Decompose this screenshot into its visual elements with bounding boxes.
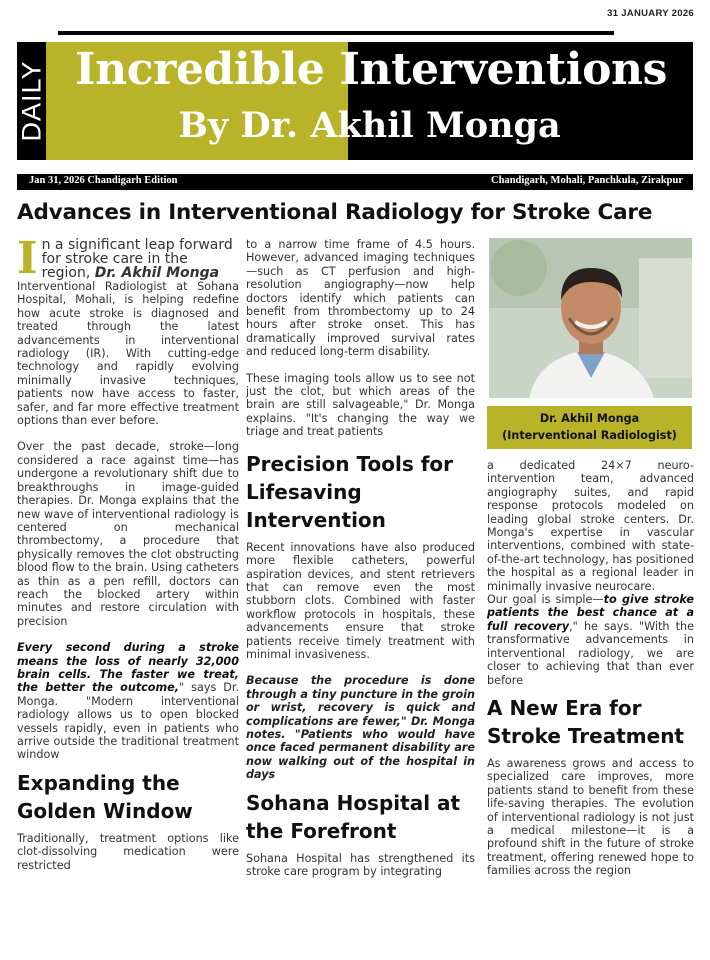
article-headline: Advances in Interventional Radiology for Stroke Care <box>17 200 653 225</box>
masthead-title: Incredible Interventions <box>75 44 667 95</box>
section-heading: Sohana Hospital at the Forefront <box>246 790 461 843</box>
photo-caption <box>487 406 692 449</box>
page-date: 31 JANUARY 2026 <box>607 8 694 19</box>
article-column-1 <box>17 233 239 872</box>
top-rule <box>58 31 614 35</box>
paragraph: to a narrow time frame of 4.5 hours. However, advanced imaging techniques—such as CT perfusion and high-resolution angiography—now help doctors identify which patients can benefit from thrombectomy up to 24 hours after stroke onset. This has dramatically improved survival rates and reduced long-term disability. <box>246 238 475 359</box>
edition-date: Jan 31, 2026 Chandigarh Edition <box>29 175 178 186</box>
section-heading: Precision Tools for Lifesaving Intervention <box>246 451 453 532</box>
paragraph: Traditionally, treatment options like clot-dissolving medication were restricted <box>17 831 239 872</box>
paragraph: Our goal is simple—to give stroke patients the best chance at a full recovery," he says. "With the transformative advancements in interventional radiology, we are closer to achieving that than ever before <box>487 593 694 687</box>
masthead-subtitle: By Dr. Akhil Monga <box>178 105 561 146</box>
caption-role: (Interventional Radiologist) <box>502 429 677 442</box>
paragraph: Sohana Hospital has strengthened its stroke care program by integrating <box>246 851 475 878</box>
edition-regions: Chandigarh, Mohali, Panchkula, Zirakpur <box>491 175 683 186</box>
section-heading: A New Era for Stroke Treatment <box>487 695 684 748</box>
pull-quote: Every second during a stroke means the loss of nearly 32,000 brain cells. The faster we treat, the better the outcome," says Dr. Monga. "Modern interventional radiology allows us to open blocked vessels rapidly, even in patients who arrive outside the traditional treatment window <box>17 641 239 762</box>
paragraph: Recent innovations have also produced more flexible catheters, powerful aspiration devices, and stent retrievers that can remove even the most stubborn clots. Combined with faster workflow protocols in hospitals, these advancements ensure that stroke patients receive timely treatment with minimal invasiveness. <box>246 540 475 661</box>
doctor-portrait-image <box>489 238 692 398</box>
paragraph: Over the past decade, stroke—long considered a race against time—has undergone a revolutionary shift due to breakthroughs in image-guided therapies. Dr. Monga explains that the new wave of interventional radiology is centered on mechanical thrombectomy, a procedure that physically removes the clot obstructing blood flow to the brain. Using catheters as thin as a pen refill, doctors can reach the blocked artery within minutes and restore circulation with precision <box>17 440 239 628</box>
portrait-illustration <box>489 238 692 398</box>
author-name: Dr. Akhil Monga <box>94 265 220 281</box>
paragraph: a dedicated 24×7 neuro-intervention team, advanced angiography suites, and rapid response protocols modeled on leading global stroke centers. Dr. Monga's expertise in vascular interventions, combined with state-of-the-art technology, has positioned the hospital as a regional leader in minimally invasive neurocare. <box>487 459 694 593</box>
masthead <box>17 42 693 160</box>
pull-quote: Because the procedure is done through a tiny puncture in the groin or wrist, recovery is quick and complications are fewer," Dr. Monga notes. "Patients who would have once faced permanent disability are now walking out of the hospital in days <box>246 674 475 782</box>
paragraph: These imaging tools allow us to see not just the clot, but which areas of the brain are still salvageable," Dr. Monga explains. "It's changing the way we triage and treat patients <box>246 371 475 439</box>
article-lead: In a significant leap forward for stroke care in the region, Dr. Akhil Monga <box>17 233 233 284</box>
paragraph: Interventional Radiologist at Sohana Hospital, Mohali, is helping redefine how acute stroke is diagnosed and treated through the latest advancements in interventional radiology (IR). With cutting-edge technology and rapidly evolving minimally invasive techniques, patients now have access to faster, safer, and far more effective treatment options than ever before. <box>17 280 239 428</box>
article-column-3 <box>487 238 694 878</box>
paragraph: As awareness grows and access to specialized care improves, more patients stand to benefit from these life-saving therapies. The evolution of interventional radiology is not just a medical milestone—it is a profound shift in the future of stroke treatment, offering renewed hope to families across the region <box>487 756 694 878</box>
article-column-2 <box>246 238 475 878</box>
masthead-daily-label: DAILY <box>16 60 46 142</box>
edition-bar <box>17 174 693 190</box>
section-heading: Expanding the Golden Window <box>17 770 193 823</box>
dropcap: I <box>17 233 38 284</box>
caption-name: Dr. Akhil Monga <box>539 412 640 425</box>
